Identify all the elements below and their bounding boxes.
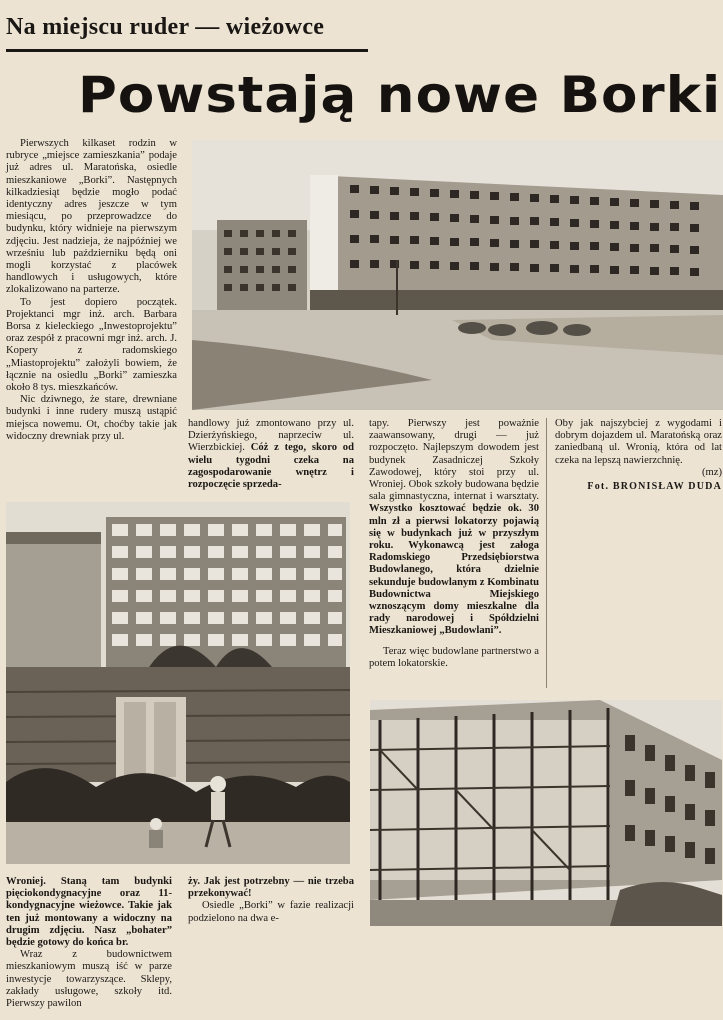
paragraph: To jest dopiero początek. Projektanci mgr inż. arch. Barbara Borsa z kieleckiego „Inwestoprojektu” oraz zespół z pracowni mgr inż. arch. J. Kopery z radomskiego „Miastoprojektu” założyli bowiem, że łącznie na osiedlu „Borki” zamieszka około 8 tys. mieszkańców. bbox=[6, 296, 177, 394]
text-normal: tapy. Pierwszy jest poważnie zaawansowany, drugi — już rozpoczęto. Najlepszym dowodem jest budynek Zasadniczej Szkoły Zawodowej, który stoi przy ul. Wroniej. Obok szkoły budowana będzie sala gimnastyczna, internat i warsztaty. bbox=[369, 418, 539, 503]
article-column-3 bbox=[369, 418, 539, 670]
paragraph: Teraz więc budowlane partnerstwo a potem lokatorskie. bbox=[369, 645, 539, 669]
paragraph: Wraz z budownictwem mieszkaniowym muszą iść w parze inwestycje towarzyszące. Sklepy, zakłady usługowe, szkoły itd. Pierwszy pawilon bbox=[6, 949, 172, 1010]
article-column-2 bbox=[188, 418, 354, 491]
paragraph bbox=[369, 418, 539, 638]
photo-construction-image bbox=[370, 700, 722, 926]
text-normal: handlowy już zmontowano przy ul. Dzierżyńskiego, naprzeciw ul. Wierzbickiej. bbox=[188, 418, 354, 454]
paragraph: Wroniej. Staną tam budynki pięciokondygnacyjne oraz 11-kondygnacyjne wieżowce. Takie jak ten już montowany a widoczny na drugim zdjęciu. Nasz „bohater” będzie gotowy do końca br. bbox=[6, 876, 172, 949]
headline: Powstają nowe Borki bbox=[78, 66, 722, 124]
photo-construction-site bbox=[370, 700, 722, 926]
text-bold: Wszystko kosztować będzie ok. 30 mln zł a pierwsi lokatorzy pojawią się w budynkach już w przyszłym roku. Wykonawcą jest załoga Radomskiego Przedsiębiorstwa Budowlanego, która dzielnie sekunduje budowlanym z Kombinatu Budownictwa Miejskiego wznoszącym domy mieszkalne dla rady narodowej i Spółdzielni Mieszkaniowej „Budowlani”. bbox=[369, 503, 539, 637]
article-column-1 bbox=[6, 138, 177, 443]
photo-apartment-block bbox=[192, 140, 723, 410]
kicker-rule bbox=[6, 49, 368, 52]
article-column-4 bbox=[555, 418, 722, 493]
paragraph: Nic dziwnego, że stare, drewniane budynki i inne rudery muszą ustąpić miejsca nowemu. Ot, choćby takie jak widoczny drewniak przy ul. bbox=[6, 394, 177, 442]
photo-highrise-image bbox=[6, 502, 350, 864]
article-column-6 bbox=[188, 876, 354, 925]
paragraph: ży. Jak jest potrzebny — nie trzeba przekonywać! bbox=[188, 876, 354, 900]
article-column-5 bbox=[6, 876, 172, 1010]
paragraph bbox=[188, 418, 354, 491]
photo-highrise-and-wooden-house bbox=[6, 502, 350, 864]
paragraph: Pierwszych kilkaset rodzin w rubryce „miejsce zamieszkania” podaje już adres ul. Maratońska, osiedle mieszkaniowe „Borki”. Następnych kilkadziesiąt będzie mogło podać identyczny adres jeszcze w tym miesiącu, po przeprowadzce do budynku, który widnieje na pierwszym zdjęciu. Jest nadzieja, że najpóźniej we wrześniu lub październiku będą oni mogli korzystać z placówek handlowych i usługowych, które zlokalizowano na parterze. bbox=[6, 138, 177, 296]
author-signature: (mz) bbox=[702, 466, 722, 478]
paragraph: Oby jak najszybciej z wygodami i dobrym dojazdem ul. Maratońską oraz zaniedbaną ul. Wronią, która od lat czeka na lepszą nawierzchnię. bbox=[555, 418, 722, 466]
photo-credit: Fot. BRONISŁAW DUDA bbox=[587, 481, 722, 493]
column-rule bbox=[546, 418, 547, 688]
text-bold: Cóż z tego, skoro od wielu tygodni czeka na zagospodarowanie wnętrz i rozpoczęcie sprzeda- bbox=[188, 442, 354, 491]
paragraph: Osiedle „Borki” w fazie realizacji podzielono na dwa e- bbox=[188, 900, 354, 924]
photo-apartment-block-image bbox=[192, 140, 723, 410]
kicker-title: Na miejscu ruder — wieżowce bbox=[6, 14, 325, 40]
